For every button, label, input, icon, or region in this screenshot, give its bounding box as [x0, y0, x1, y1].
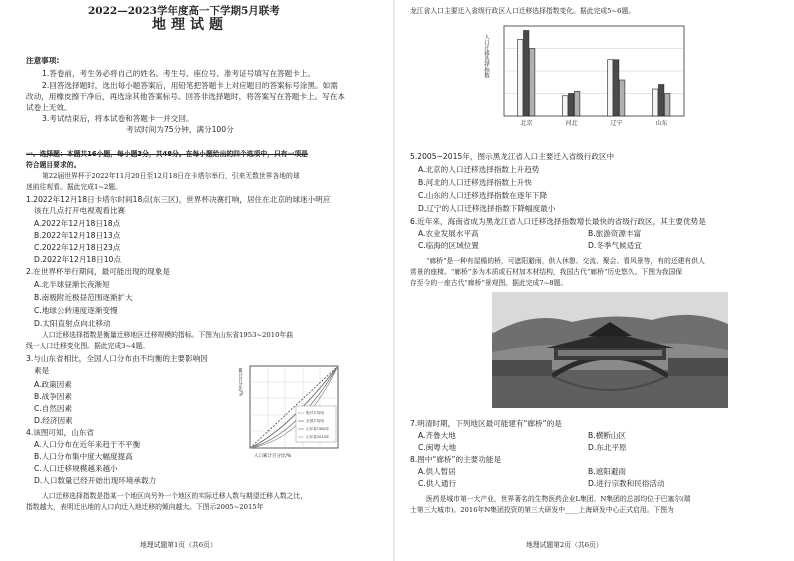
- question-stem: 3.与山东省相比，全国人口分布由不均衡的主要影响因: [26, 354, 208, 363]
- legend-label: 山东省1982年: [306, 427, 330, 431]
- material-intro: 迷前往观看。据此完成1~2题。: [26, 183, 122, 191]
- bar: [653, 89, 658, 116]
- option-a[interactable]: A.农业发展水平高: [418, 229, 479, 238]
- bar-chart-ylabel: 人口迁移选择指数: [483, 34, 489, 78]
- page-left: [0, 0, 390, 561]
- option-c[interactable]: C.自然因素: [34, 404, 73, 413]
- option-b[interactable]: B.南极附近极昼范围逐渐扩大: [34, 293, 133, 302]
- option-b[interactable]: B.2022年12月18日13点: [34, 231, 121, 240]
- exam-time-line: 考试时间为75分钟，满分100分: [126, 125, 234, 134]
- option-c[interactable]: C.人口迁移规模越来越小: [34, 464, 118, 473]
- option-d[interactable]: D.2022年12月18日10点: [34, 255, 121, 264]
- option-a[interactable]: A.政策因素: [34, 380, 72, 389]
- section-heading: 一、选择题：本题共16小题，每小题3分，共48分。在每小题给出的四个选项中，只有一项是: [26, 150, 308, 158]
- option-d[interactable]: D.冬季气候适宜: [588, 241, 642, 250]
- option-a[interactable]: A.2022年12月18日18点: [34, 219, 121, 228]
- bar: [614, 60, 619, 116]
- bar-chart-categories: [520, 119, 667, 127]
- option-b[interactable]: B.河北的人口迁移选择指数上升快: [418, 178, 532, 187]
- covered-bridge-photo: [492, 292, 728, 408]
- question-stem: 7.明清时期，下列地区最可能建有“廊桥”的是: [410, 419, 562, 428]
- exam-header-title: 2022—2023学年度高一下学期5月联考: [88, 5, 280, 17]
- section-heading-cont: 符合题目要求的。: [26, 161, 81, 169]
- bar: [569, 94, 574, 117]
- notice-line: 2.回答选择题时，选出每小题答案后，用铅笔把答题卡上对应题目的答案标号涂黑。如需: [42, 81, 338, 90]
- legend-label: 全国平均线: [306, 419, 324, 423]
- question-stem: 4.该图可知，山东省: [26, 428, 94, 437]
- bar: [530, 49, 535, 117]
- category-label: 辽宁: [610, 120, 623, 127]
- question-stem: 1.2022年12月18日卡塔尔时间18点(东三区)，世界杯决赛打响，居住在北京的球迷小明应: [26, 195, 331, 204]
- option-d[interactable]: D.进行宗教和民俗活动: [588, 479, 665, 488]
- notice-line: 改动，用橡皮擦干净后，再选涂其他答案标号。回答非选择题时，将答案写在答题卡上。写在本: [26, 92, 345, 101]
- material-text: 人口迁移选择指数是衡量迁移地区迁移规模的指标。下图为山东省1953~2010年曲: [42, 331, 293, 339]
- option-c[interactable]: C.闽粤大地: [418, 443, 457, 452]
- lorenz-chart: [228, 358, 368, 466]
- question-stem: 2.在世界杯举行期间，最可能出现的现象是: [26, 267, 170, 276]
- notice-line: 1.答卷前，考生务必将自己的姓名、考生号、座位号、准考证号填写在答题卡上。: [42, 69, 316, 78]
- material-intro: 第22届世界杯于2022年11月20日至12月18日在卡塔尔举行，引来无数世界各地的球: [42, 172, 300, 180]
- option-d[interactable]: D.人口数量已经开始出现环境承载力: [34, 476, 157, 485]
- question-stem: 素是: [34, 366, 50, 375]
- question-stem: 该在几点打开电视观看比赛: [34, 206, 126, 215]
- material-text: 人口迁移选择指数是指某一个地区向另外一个地区的实际迁移人数与期望迁移人数之比，: [42, 492, 308, 500]
- option-c[interactable]: C.山东的人口迁移选择指数在逐年下降: [418, 191, 548, 200]
- chart-xlabel: 人口累计百分比/%: [254, 454, 292, 459]
- question-stem: 5.2005~2015年，图示黑龙江省人口主要迁入省级行政区中: [410, 152, 615, 161]
- bar: [608, 60, 613, 116]
- option-a[interactable]: A.供人暂居: [418, 467, 456, 476]
- page-divider: [393, 0, 395, 561]
- legend-label: 绝对平均线: [306, 411, 324, 415]
- bar: [620, 80, 625, 116]
- question-stem: 6.近年来，海南省成为黑龙江省人口迁移选择指数增长最快的省级行政区，其主要优势是: [410, 217, 706, 226]
- option-d[interactable]: D.太阳直射点向北移动: [34, 319, 111, 328]
- material-text: 指数越大，表明迁出地的人口向迁入地迁移的倾向越大。下图示2005~2015年: [26, 503, 264, 511]
- option-b[interactable]: B.遮阳避雨: [588, 467, 626, 476]
- option-c[interactable]: C.临海的区域位置: [418, 241, 479, 250]
- option-b[interactable]: B.战争因素: [34, 392, 72, 401]
- option-a[interactable]: A.北京的人口迁移选择指数上升趋势: [418, 165, 540, 174]
- notice-line: 试卷上无效。: [26, 103, 72, 112]
- material-text: 线一人口迁移变化图。据此完成3~4题。: [26, 342, 150, 350]
- material-text: 医药是城市第一大产业，世界著名的生物医药企业L集团、N集团的总部均位于巴塞尔(瑞: [426, 495, 691, 503]
- page-footer: 地理试题第2页（共6页）: [526, 541, 603, 549]
- chart-ylabel: 累计百分比/%: [237, 368, 243, 397]
- option-d[interactable]: D.东北平原: [588, 443, 627, 452]
- option-c[interactable]: C.地球公转速度逐渐变慢: [34, 306, 118, 315]
- bar: [524, 31, 529, 117]
- bar: [575, 91, 580, 116]
- bar: [563, 96, 568, 116]
- bar: [659, 85, 664, 117]
- question-stem: 8.图中“廊桥”的主要功能是: [410, 455, 502, 464]
- option-b[interactable]: B.横断山区: [588, 431, 626, 440]
- page-right: [398, 0, 794, 561]
- option-a[interactable]: A.人口分布在近年来趋于不平衡: [34, 440, 141, 449]
- bar-chart-bars: [518, 31, 670, 117]
- option-a[interactable]: A.齐鲁大地: [418, 431, 456, 440]
- material-text: 赏景的座椅。“廊桥”多为木质或石材加木材结构，我国古代“廊桥”历史悠久。下图为我国保: [410, 268, 683, 276]
- category-label: 山东: [655, 120, 668, 127]
- option-d[interactable]: D.辽宁的人口迁移选择指数下降幅度最小: [418, 204, 556, 213]
- category-label: 北京: [520, 120, 533, 127]
- notice-heading: 注意事项:: [26, 56, 60, 65]
- legend-label: 山东省2010年: [306, 435, 330, 439]
- option-c[interactable]: C.2022年12月18日23点: [34, 243, 121, 252]
- material-intro: 龙江省人口主要迁入省级行政区人口迁移选择指数变化。据此完成5~6题。: [410, 7, 636, 15]
- migration-bar-chart: [478, 20, 690, 132]
- category-label: 河北: [565, 120, 578, 127]
- option-b[interactable]: B.人口分布集中度大幅度提高: [34, 452, 133, 461]
- bar: [665, 94, 670, 117]
- subject-title: 地理试题: [152, 17, 228, 33]
- material-text: “廊桥”是一种有屋檐的桥，可遮阳避雨，供人休憩、交流、聚会、看风景等，有的还建有供人: [426, 257, 705, 265]
- option-b[interactable]: B.旅游资源丰富: [588, 229, 642, 238]
- notice-line: 3.考试结束后，将本试卷和答题卡一并交回。: [42, 114, 194, 123]
- option-c[interactable]: C.供人通行: [418, 479, 457, 488]
- material-text: 士第三大城市)。2016年N集团投资的第三大研发中____上海研发中心正式启用。下图为: [410, 506, 674, 514]
- material-text: 存至今的一座古代“廊桥”景观图。据此完成7~8题。: [410, 279, 568, 287]
- page-footer: 地理试题第1页（共6页）: [140, 541, 217, 549]
- option-d[interactable]: D.经济因素: [34, 416, 73, 425]
- bar: [518, 40, 523, 117]
- option-a[interactable]: A.北半球昼渐长夜渐短: [34, 280, 110, 289]
